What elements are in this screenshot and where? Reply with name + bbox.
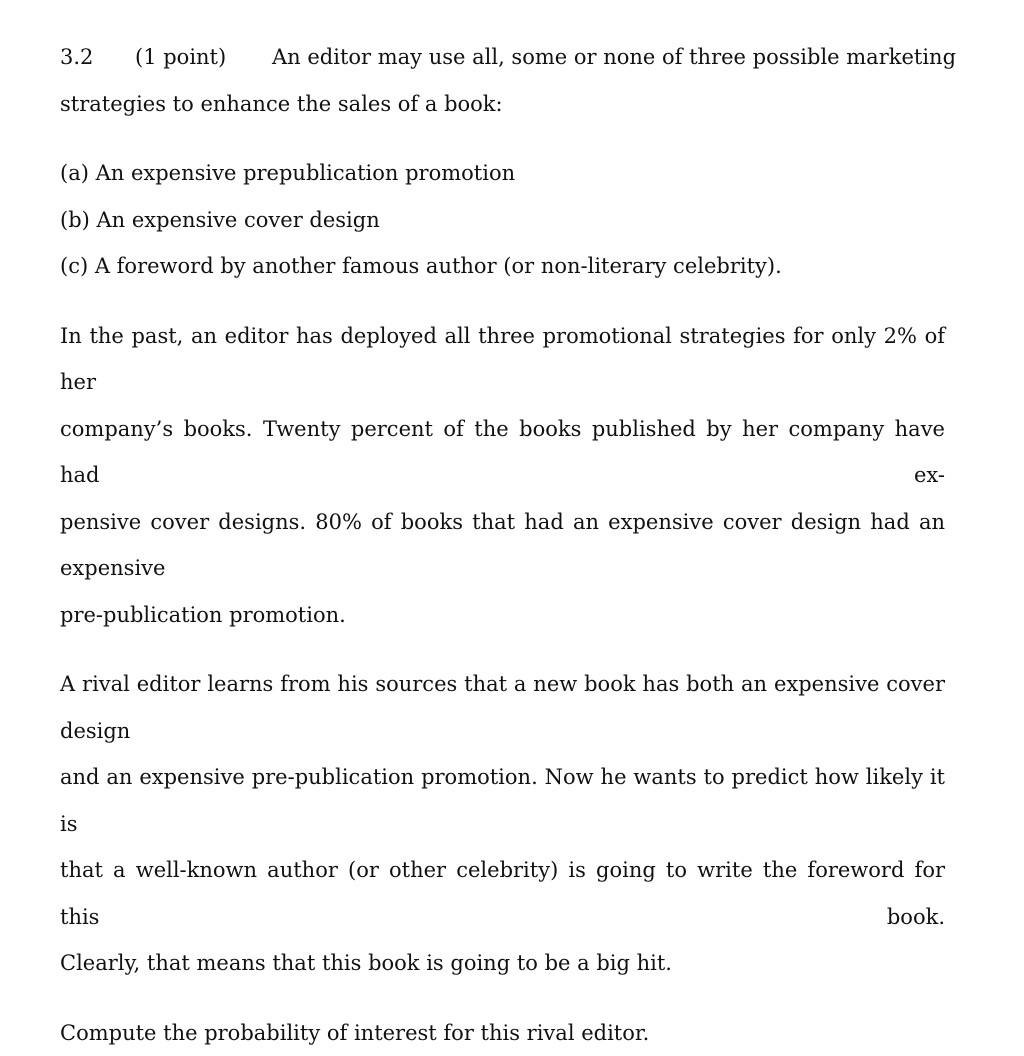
option-b: (b) An expensive cover design bbox=[60, 197, 945, 244]
para1-line-3: pensive cover designs. 80% of books that had an expensive cover design had an expensive bbox=[60, 499, 945, 592]
problem-document bbox=[60, 34, 945, 1056]
para2-line-2: and an expensive pre-publication promotion. Now he wants to predict how likely it is bbox=[60, 754, 945, 847]
problem-points: (1 point) bbox=[135, 34, 272, 81]
problem-number: 3.2 bbox=[60, 34, 135, 81]
para1-line-2: company’s books. Twenty percent of the books published by her company have had ex- bbox=[60, 406, 945, 499]
para2-line-4: Clearly, that means that this book is going to be a big hit. bbox=[60, 940, 945, 987]
para2-line-3: that a well-known author (or other celebrity) is going to write the foreword for this book. bbox=[60, 847, 945, 940]
para1-line-4: pre-publication promotion. bbox=[60, 592, 945, 639]
problem-header bbox=[60, 34, 945, 81]
para2-line-1: A rival editor learns from his sources that a new book has both an expensive cover design bbox=[60, 661, 945, 754]
intro-line-2: strategies to enhance the sales of a book: bbox=[60, 81, 945, 128]
para1-line-1: In the past, an editor has deployed all three promotional strategies for only 2% of her bbox=[60, 313, 945, 406]
intro-line-1: An editor may use all, some or none of three possible marketing bbox=[272, 34, 945, 81]
question-text: Compute the probability of interest for this rival editor. bbox=[60, 1010, 945, 1056]
option-a: (a) An expensive prepublication promotion bbox=[60, 150, 945, 197]
option-c: (c) A foreword by another famous author (or non-literary celebrity). bbox=[60, 243, 945, 290]
